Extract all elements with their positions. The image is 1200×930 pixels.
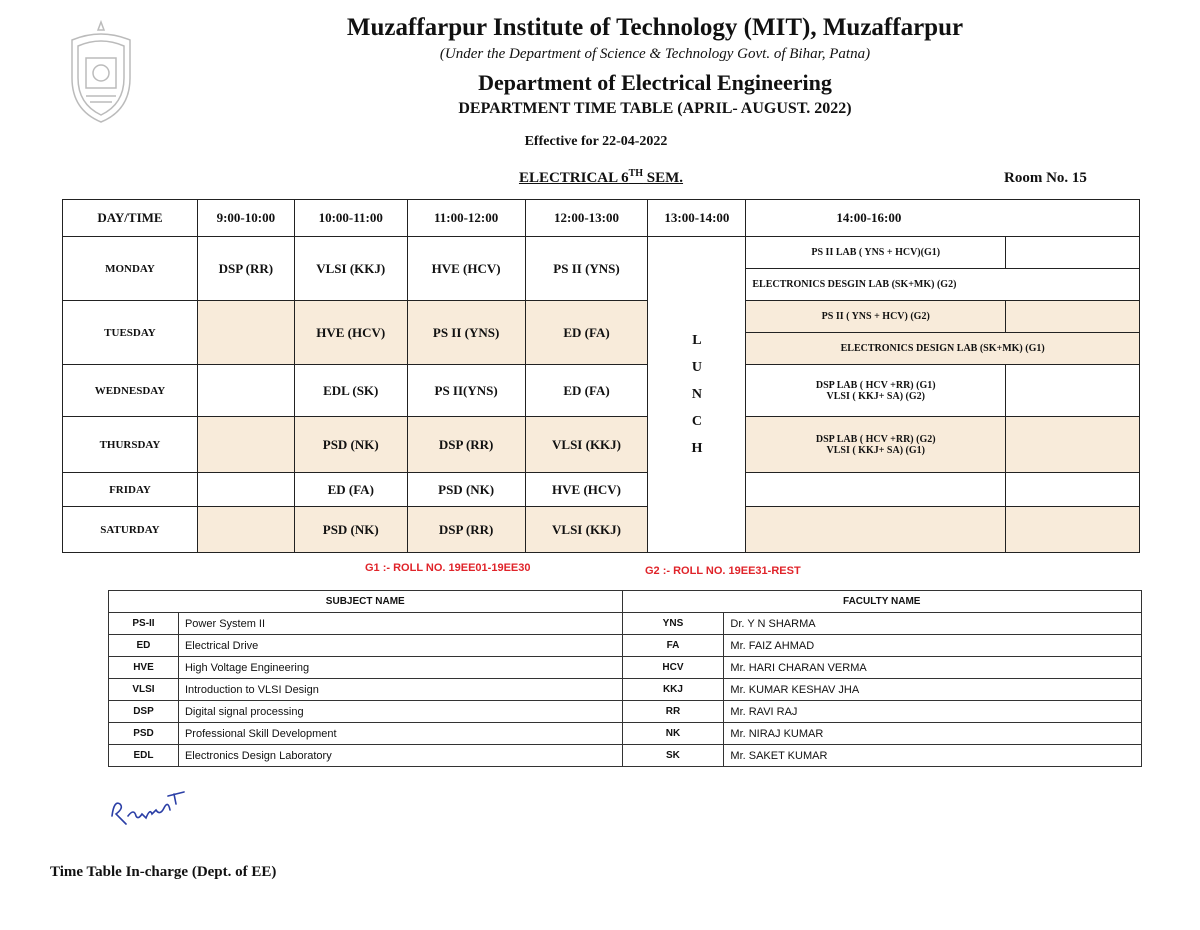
faculty-name: Mr. KUMAR KESHAV JHA [724,679,1142,701]
subject-name: Power System II [178,613,622,635]
semester-suffix: SEM. [643,170,684,186]
header-slot: 10:00-11:00 [294,200,407,237]
header-slot: 14:00-16:00 [746,200,1140,237]
institute-title: Muzaffarpur Institute of Technology (MIT), Muzaffarpur [346,14,964,41]
empty-cell [1006,365,1140,417]
faculty-name: Mr. SAKET KUMAR [724,745,1142,767]
class-cell: ED (FA) [294,473,407,507]
day-cell: SATURDAY [63,507,198,553]
group-2-note: G2 :- ROLL NO. 19EE31-REST [645,565,801,577]
class-cell [197,507,294,553]
header-slot: 13:00-14:00 [648,200,746,237]
day-cell: TUESDAY [63,301,198,365]
class-cell: PSD (NK) [294,507,407,553]
empty-cell [1006,237,1140,269]
lab-cell: PS II LAB ( YNS + HCV)(G1) [746,237,1006,269]
lab-cell: ELECTRONICS DESGIN LAB (SK+MK) (G2) [746,269,1140,301]
empty-cell [1006,301,1140,333]
subject-abbr: HVE [109,657,179,679]
faculty-header: FACULTY NAME [622,591,1142,613]
legend-header-row [109,591,1142,613]
empty-cell [1006,507,1140,553]
faculty-abbr: YNS [622,613,724,635]
class-cell: HVE (HCV) [294,301,407,365]
lunch-letter: U [691,360,702,375]
lab-cell: VLSI ( KKJ+ SA) (G2) [746,391,1006,417]
lab-cell: DSP LAB ( HCV +RR) (G2) [746,417,1006,445]
legend-table [108,590,1142,767]
class-cell: ED (FA) [525,365,648,417]
subject-name: Introduction to VLSI Design [178,679,622,701]
faculty-abbr: SK [622,745,724,767]
signature [108,786,188,831]
class-cell [197,473,294,507]
lunch-cell [648,237,746,553]
timetable-row-tuesday [63,301,1140,333]
subject-abbr: EDL [109,745,179,767]
institute-subtitle: (Under the Department of Science & Technology Govt. of Bihar, Patna) [439,46,871,62]
subject-name: Electrical Drive [178,635,622,657]
faculty-name: Dr. Y N SHARMA [724,613,1142,635]
empty-cell [746,473,1006,507]
timetable [62,199,1140,553]
lab-cell: DSP LAB ( HCV +RR) (G1) [746,365,1006,391]
class-cell: PS II (YNS) [407,301,525,365]
department-name: Department of Electrical Engineering [478,70,832,95]
subject-header: SUBJECT NAME [109,591,623,613]
subject-name: High Voltage Engineering [178,657,622,679]
timetable-row-wednesday [63,365,1140,391]
header-slot: 9:00-10:00 [197,200,294,237]
subject-abbr: PSD [109,723,179,745]
class-cell: HVE (HCV) [407,237,525,301]
day-cell: THURSDAY [63,417,198,473]
empty-cell [1006,473,1140,507]
lab-cell: ELECTRONICS DESIGN LAB (SK+MK) (G1) [746,333,1140,365]
group-1-note: G1 :- ROLL NO. 19EE01-19EE30 [365,562,531,574]
class-cell: VLSI (KKJ) [294,237,407,301]
semester-suffix-th: TH [628,168,644,179]
faculty-abbr: KKJ [622,679,724,701]
class-cell: DSP (RR) [407,417,525,473]
class-cell: PSD (NK) [407,473,525,507]
header-day-time: DAY/TIME [63,200,198,237]
timetable-row-saturday [63,507,1140,553]
subject-abbr: VLSI [109,679,179,701]
class-cell: HVE (HCV) [525,473,648,507]
class-cell: VLSI (KKJ) [525,507,648,553]
semester-prefix: ELECTRICAL 6 [518,170,629,186]
class-cell: PS II(YNS) [407,365,525,417]
faculty-abbr: RR [622,701,724,723]
legend-row [109,723,1142,745]
day-cell: MONDAY [63,237,198,301]
faculty-name: Mr. FAIZ AHMAD [724,635,1142,657]
legend-row [109,679,1142,701]
lunch-letter: H [691,441,703,456]
subject-name: Electronics Design Laboratory [178,745,622,767]
effective-date: Effective for 22-04-2022 [524,134,668,149]
subject-name: Digital signal processing [178,701,622,723]
class-cell [197,301,294,365]
class-cell: ED (FA) [525,301,648,365]
faculty-name: Mr. HARI CHARAN VERMA [724,657,1142,679]
faculty-abbr: NK [622,723,724,745]
timetable-header-row [63,200,1140,237]
class-cell [197,417,294,473]
class-cell: EDL (SK) [294,365,407,417]
subject-abbr: ED [109,635,179,657]
lunch-letter: L [692,333,702,348]
header-slot: 11:00-12:00 [407,200,525,237]
subject-name: Professional Skill Development [178,723,622,745]
class-cell: DSP (RR) [197,237,294,301]
timetable-row-friday [63,473,1140,507]
class-cell: VLSI (KKJ) [525,417,648,473]
timetable-row-monday [63,237,1140,269]
header-slot: 12:00-13:00 [525,200,648,237]
empty-cell [746,507,1006,553]
room-number: Room No. 15 [1004,170,1087,186]
timetable-row-thursday [63,417,1140,445]
class-cell: PS II (YNS) [525,237,648,301]
legend-row [109,701,1142,723]
class-cell: PSD (NK) [294,417,407,473]
day-cell: WEDNESDAY [63,365,198,417]
faculty-abbr: HCV [622,657,724,679]
faculty-name: Mr. NIRAJ KUMAR [724,723,1142,745]
faculty-abbr: FA [622,635,724,657]
class-cell [197,365,294,417]
legend-row [109,745,1142,767]
incharge-label: Time Table In-charge (Dept. of EE) [50,864,277,880]
lunch-letter: C [691,414,702,429]
legend-row [109,657,1142,679]
subject-abbr: DSP [109,701,179,723]
faculty-name: Mr. RAVI RAJ [724,701,1142,723]
lunch-letter: N [691,387,702,402]
empty-cell [1006,417,1140,473]
legend-row [109,613,1142,635]
lab-cell: PS II ( YNS + HCV) (G2) [746,301,1006,333]
day-cell: FRIDAY [63,473,198,507]
class-cell: DSP (RR) [407,507,525,553]
timetable-title: DEPARTMENT TIME TABLE (APRIL- AUGUST. 2022) [458,100,852,117]
subject-abbr: PS-II [109,613,179,635]
legend-row [109,635,1142,657]
lab-cell: VLSI ( KKJ+ SA) (G1) [746,445,1006,473]
